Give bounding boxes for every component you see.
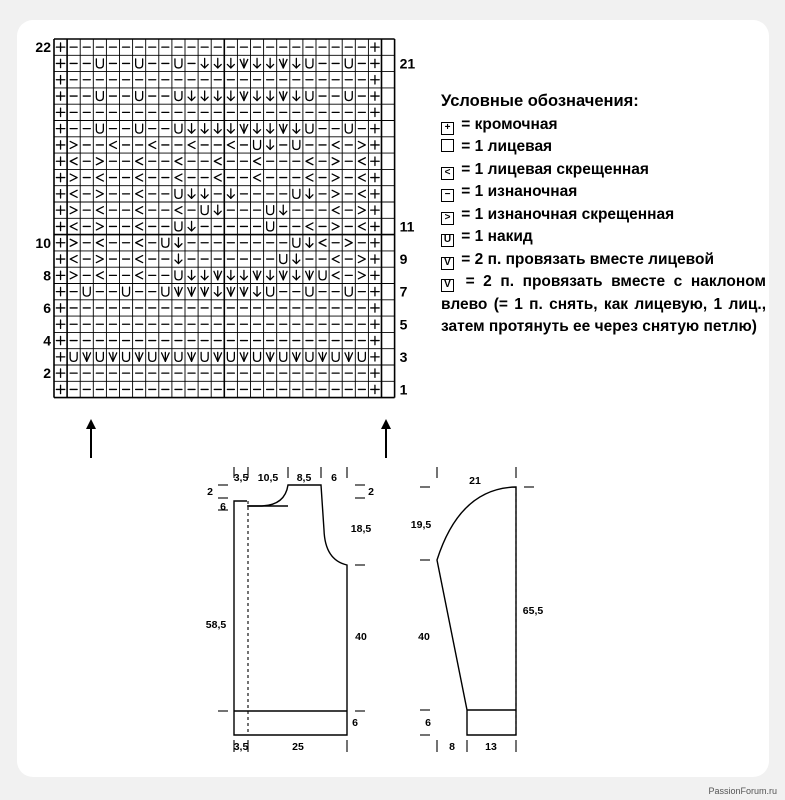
dim-label: 6 <box>331 472 337 484</box>
yarn-over-symbol <box>254 352 261 361</box>
yarn-over-symbol <box>345 287 352 296</box>
yarn-over-symbol <box>345 92 352 101</box>
dim-label: 18,5 <box>350 523 372 535</box>
legend-item <box>441 136 766 159</box>
dim-label: 65,5 <box>522 605 544 617</box>
knit-crossed-symbol <box>175 158 182 165</box>
knit-crossed-symbol <box>96 207 103 214</box>
purl-crossed-symbol <box>358 141 365 148</box>
yarn-over-symbol <box>345 59 352 68</box>
dim-label: 3,5 <box>233 472 249 484</box>
knit-crossed-symbol <box>136 239 143 246</box>
yarn-over-symbol <box>306 352 313 361</box>
front-pattern <box>218 467 365 752</box>
dim-label: 13 <box>485 741 497 753</box>
yarn-over-symbol <box>280 255 287 264</box>
yarn-over-symbol <box>306 59 313 68</box>
purl-crossed-symbol <box>96 256 103 263</box>
sleeve-outline <box>437 487 516 735</box>
legend-symbol-icon: − <box>441 189 454 202</box>
purl-crossed-symbol <box>358 272 365 279</box>
knit-crossed-symbol <box>214 158 221 165</box>
yarn-over-symbol <box>267 287 274 296</box>
sleeve-pattern <box>420 467 534 752</box>
knit-crossed-symbol <box>254 158 261 165</box>
yarn-over-symbol <box>175 92 182 101</box>
purl-crossed-symbol <box>345 239 352 246</box>
knit-crossed-symbol <box>70 256 77 263</box>
yarn-over-symbol <box>227 352 234 361</box>
knit-crossed-symbol <box>358 223 365 230</box>
legend-symbol-icon: U <box>441 234 454 247</box>
knit-crossed-symbol <box>136 272 143 279</box>
legend-item <box>441 204 766 227</box>
legend-item <box>441 181 766 204</box>
legend-item <box>441 159 766 182</box>
repeat-arrow-left <box>86 419 96 429</box>
legend-title: Условные обозначения: <box>441 92 639 110</box>
dim-label: 40 <box>418 631 430 643</box>
yarn-over-symbol <box>345 124 352 133</box>
knit-crossed-symbol <box>332 207 339 214</box>
purl-crossed-symbol <box>332 190 339 197</box>
knit-crossed-symbol <box>136 207 143 214</box>
knit-crossed-symbol <box>70 223 77 230</box>
legend-item <box>441 114 766 137</box>
yarn-over-symbol <box>123 352 130 361</box>
knit-crossed-symbol <box>319 239 326 246</box>
legend-symbol-icon: V <box>441 257 454 270</box>
yarn-over-symbol <box>201 352 208 361</box>
yarn-over-symbol <box>254 140 261 149</box>
knit-crossed-symbol <box>136 223 143 230</box>
yarn-over-symbol <box>293 238 300 247</box>
legend-symbol-icon: + <box>441 122 454 135</box>
yarn-over-symbol <box>136 59 143 68</box>
yarn-over-symbol <box>319 271 326 280</box>
yarn-over-symbol <box>267 206 274 215</box>
purl-crossed-symbol <box>70 174 77 181</box>
knit-crossed-symbol <box>306 158 313 165</box>
yarn-over-symbol <box>149 352 156 361</box>
row-number: 9 <box>399 251 408 268</box>
knit-crossed-symbol <box>175 174 182 181</box>
repeat-arrow-right <box>381 419 391 429</box>
dim-label: 6 <box>425 717 431 729</box>
row-number: 2 <box>43 365 51 382</box>
legend-text: = 1 изнаночная <box>457 183 578 200</box>
dim-label: 6 <box>220 501 226 513</box>
knit-crossed-symbol <box>136 256 143 263</box>
legend-symbol-icon: > <box>441 212 454 225</box>
knit-crossed-symbol <box>136 190 143 197</box>
row-number: 10 <box>35 234 51 251</box>
knit-crossed-symbol <box>306 223 313 230</box>
dim-label: 8,5 <box>296 472 312 484</box>
yarn-over-symbol <box>162 238 169 247</box>
purl-crossed-symbol <box>332 223 339 230</box>
purl-crossed-symbol <box>70 141 77 148</box>
yarn-over-symbol <box>175 189 182 198</box>
knit-crossed-symbol <box>332 256 339 263</box>
purl-crossed-symbol <box>70 272 77 279</box>
yarn-over-symbol <box>175 59 182 68</box>
knit-crossed-symbol <box>358 190 365 197</box>
yarn-over-symbol <box>162 287 169 296</box>
purl-crossed-symbol <box>96 190 103 197</box>
purl-crossed-symbol <box>96 158 103 165</box>
knit-crossed-symbol <box>188 141 195 148</box>
legend <box>441 90 766 339</box>
purl-crossed-symbol <box>358 207 365 214</box>
row-number: 1 <box>399 381 408 398</box>
legend-text: = 2 п. провязать вместе лицевой <box>457 250 714 268</box>
legend-item <box>441 226 766 249</box>
yarn-over-symbol <box>96 92 103 101</box>
row-number: 5 <box>399 316 408 333</box>
purl-crossed-symbol <box>70 207 77 214</box>
legend-symbol-icon: V <box>441 279 454 292</box>
dim-label: 19,5 <box>410 519 432 531</box>
purl-crossed-symbol <box>70 239 77 246</box>
knit-crossed-symbol <box>358 158 365 165</box>
yarn-over-symbol <box>201 206 208 215</box>
legend-text: = 1 лицевая <box>457 138 553 155</box>
legend-text: = 1 накид <box>457 228 533 245</box>
knit-crossed-symbol <box>358 174 365 181</box>
legend-symbol-icon: < <box>441 167 454 180</box>
knit-crossed-symbol <box>227 141 234 148</box>
knit-crossed-symbol <box>306 174 313 181</box>
front-outline <box>234 485 347 735</box>
knit-crossed-symbol <box>96 272 103 279</box>
row-number: 8 <box>43 267 51 284</box>
knit-crossed-symbol <box>70 190 77 197</box>
dim-label: 2 <box>368 486 374 498</box>
dim-label: 2 <box>207 486 213 498</box>
dim-label: 25 <box>292 741 304 753</box>
legend-item <box>441 271 766 339</box>
knit-crossed-symbol <box>175 207 182 214</box>
purl-crossed-symbol <box>358 256 365 263</box>
purl-crossed-symbol <box>332 158 339 165</box>
yarn-over-symbol <box>136 92 143 101</box>
yarn-over-symbol <box>175 271 182 280</box>
row-number: 11 <box>399 218 415 235</box>
knitting-chart <box>54 39 395 398</box>
knit-crossed-symbol <box>149 141 156 148</box>
dim-label: 8 <box>449 741 455 753</box>
yarn-over-symbol <box>358 352 365 361</box>
dim-label: 3,5 <box>233 741 249 753</box>
yarn-over-symbol <box>306 124 313 133</box>
legend-item <box>441 249 766 272</box>
knit-crossed-symbol <box>96 239 103 246</box>
yarn-over-symbol <box>293 189 300 198</box>
purl-crossed-symbol <box>332 174 339 181</box>
yarn-over-symbol <box>83 287 90 296</box>
yarn-over-symbol <box>175 124 182 133</box>
yarn-over-symbol <box>123 287 130 296</box>
legend-text: = кромочная <box>457 115 558 133</box>
yarn-over-symbol <box>267 222 274 231</box>
watermark: PassionForum.ru <box>708 786 777 796</box>
dim-label: 40 <box>355 631 367 643</box>
dim-label: 10,5 <box>257 472 279 484</box>
row-number: 22 <box>35 39 51 56</box>
row-number: 21 <box>399 55 416 72</box>
knit-crossed-symbol <box>96 174 103 181</box>
yarn-over-symbol <box>280 352 287 361</box>
legend-text: = 2 п. провязать вместе с наклоном влево (= 1 п. снять, как лицевую, 1 лиц., затем протянуть ее через снятую петлю) <box>441 273 766 335</box>
row-number: 3 <box>399 348 408 365</box>
dim-label: 21 <box>469 475 481 487</box>
row-number: 4 <box>43 332 51 349</box>
row-number: 6 <box>43 299 51 316</box>
legend-text: = 1 изнаночная скрещенная <box>457 205 675 223</box>
yarn-over-symbol <box>136 124 143 133</box>
knit-crossed-symbol <box>136 174 143 181</box>
yarn-over-symbol <box>175 222 182 231</box>
knit-crossed-symbol <box>70 158 77 165</box>
yarn-over-symbol <box>306 92 313 101</box>
dim-label: 6 <box>352 717 358 729</box>
yarn-over-symbol <box>96 352 103 361</box>
knit-crossed-symbol <box>214 174 221 181</box>
knit-crossed-symbol <box>332 141 339 148</box>
yarn-over-symbol <box>332 352 339 361</box>
knit-crossed-symbol <box>254 174 261 181</box>
legend-symbol-icon <box>441 139 454 152</box>
yarn-over-symbol <box>70 352 77 361</box>
knit-crossed-symbol <box>136 158 143 165</box>
row-number: 7 <box>399 283 408 300</box>
purl-crossed-symbol <box>96 223 103 230</box>
yarn-over-symbol <box>96 124 103 133</box>
knit-crossed-symbol <box>332 272 339 279</box>
yarn-over-symbol <box>306 287 313 296</box>
dim-label: 58,5 <box>205 619 227 631</box>
yarn-over-symbol <box>175 352 182 361</box>
yarn-over-symbol <box>96 59 103 68</box>
knit-crossed-symbol <box>109 141 116 148</box>
yarn-over-symbol <box>293 140 300 149</box>
legend-text: = 1 лицевая скрещенная <box>457 160 649 178</box>
